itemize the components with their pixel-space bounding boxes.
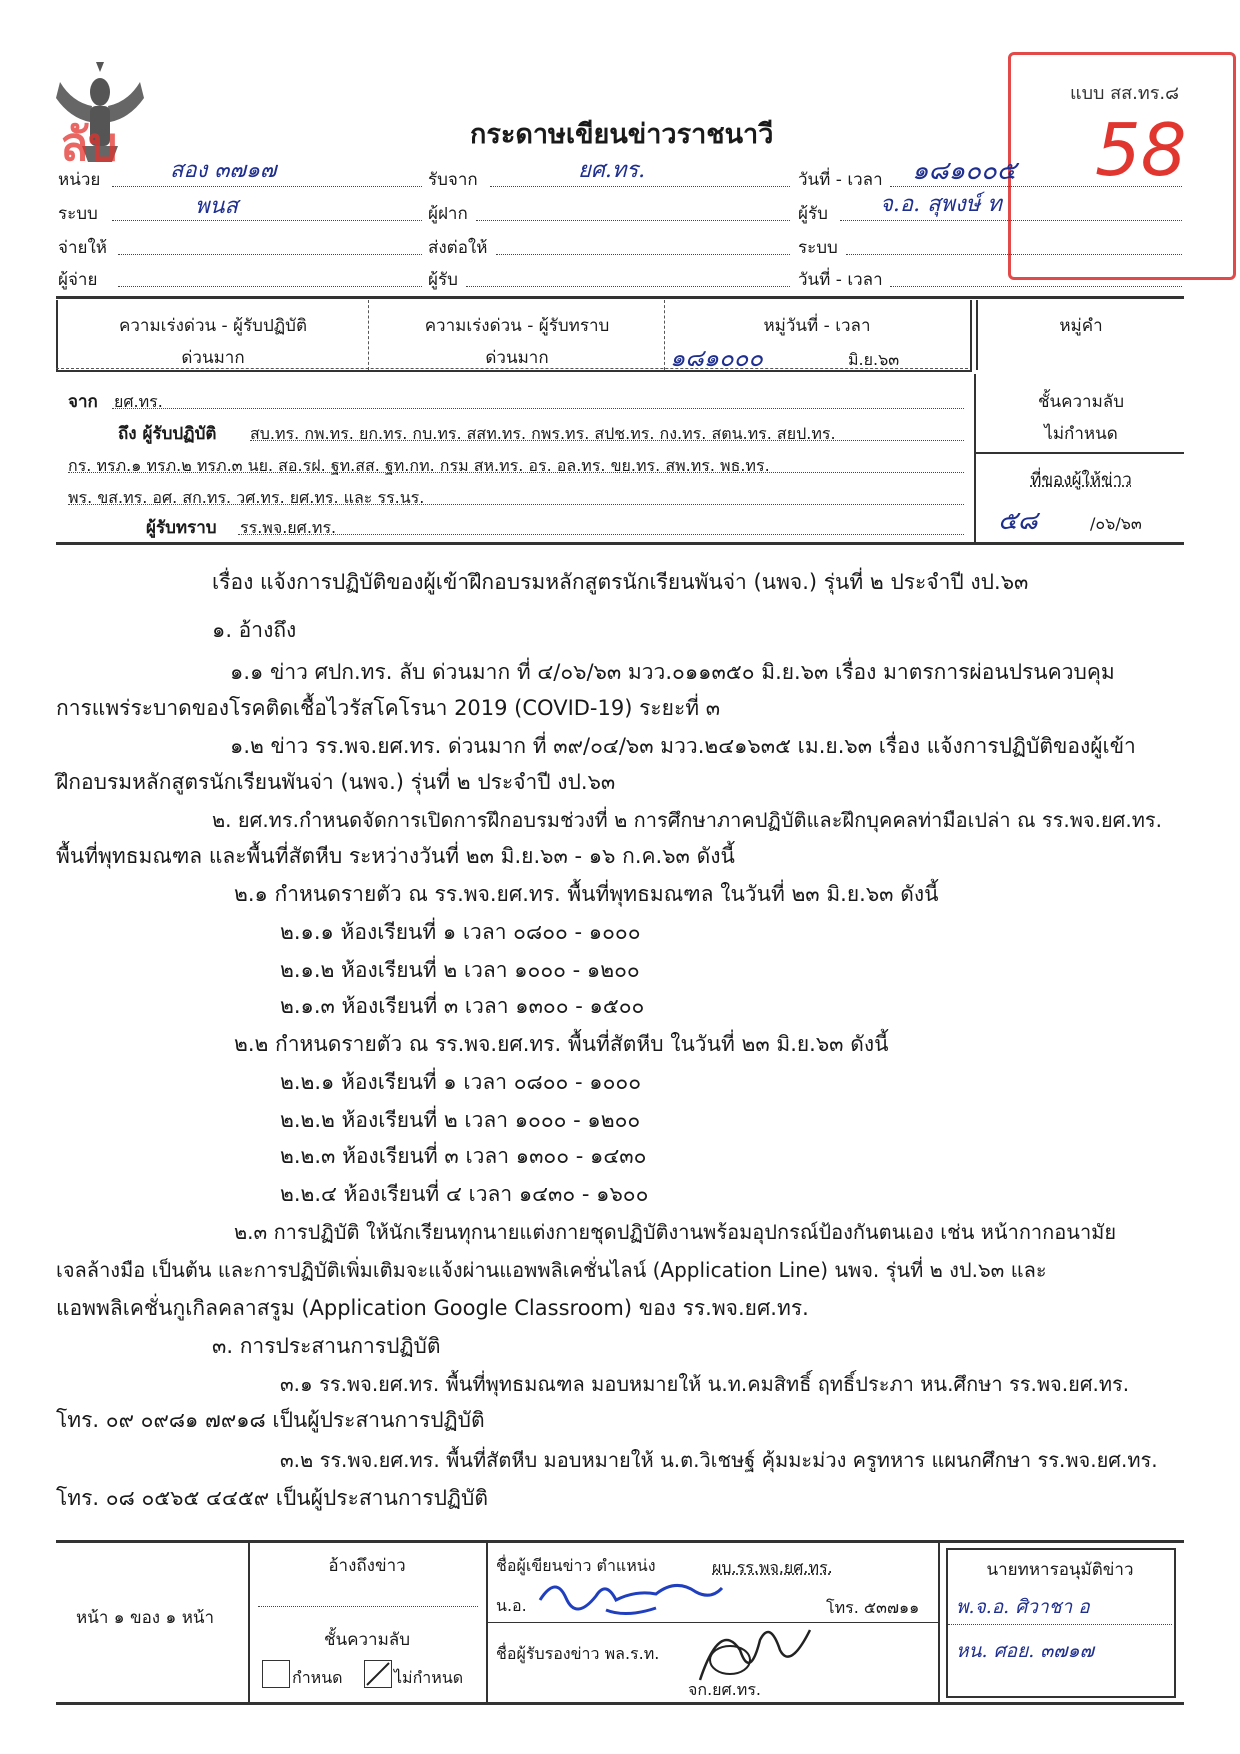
body-line-10: ๒.๑.๓ ห้องเรียนที่ ๓ เวลา ๑๓๐๐ - ๑๕๐๐ <box>280 994 645 1018</box>
routing-right-sep <box>976 452 1184 454</box>
deposit-line <box>476 220 790 221</box>
body-line-3: ๑.๒ ข่าว รร.พจ.ยศ.ทร. ด่วนมาก ที่ ๓๙/๐๔/๖๓ มวว.๒๔๑๖๓๕ เม.ย.๖๓ เรื่อง แจ้งการปฏิบัติของผู้เข้า <box>230 734 1136 758</box>
datetime2-label: วันที่ - เวลา <box>798 270 883 290</box>
officer-rule <box>948 1624 1172 1625</box>
writer-position: ผบ.รร.พจ.ยศ.ทร. <box>712 1558 833 1577</box>
page-indicator: หน้า ๑ ของ ๑ หน้า <box>76 1608 215 1628</box>
receiver-label: ผู้รับ <box>798 204 828 224</box>
deposit-label: ผู้ฝาก <box>428 204 468 224</box>
to-line-1: สบ.ทร. กพ.ทร. ยก.ทร. กบ.ทร. สสท.ทร. กพร.ทร. สปช.ทร. กง.ทร. สตน.ทร. สยป.ทร. <box>250 424 836 443</box>
body-line-16: ๒.๓ การปฏิบัติ ให้นักเรียนทุกนายแต่งกายชุดปฏิบัติงานพร้อมอุปกรณ์ป้องกันตนเอง เช่น หน้ากากอนามัย <box>234 1220 1117 1244</box>
ref-dotted <box>258 1606 478 1607</box>
receive-from-value: ยศ.ทร. <box>578 158 646 183</box>
checkbox-set[interactable] <box>262 1660 290 1688</box>
body-line-18: แอพพลิเคชั่นกูเกิลคลาสรูม (Application Google Classroom) ของ รร.พจ.ยศ.ทร. <box>56 1296 809 1320</box>
system-label: ระบบ <box>58 204 98 224</box>
stamp-number: 58 <box>1095 108 1187 192</box>
footer-bottom-rule <box>56 1702 1184 1705</box>
body-line-17: เจลล้างมือ เป็นต้น และการปฏิบัติเพิ่มเติมจะแจ้งผ่านแอพพลิเคชั่นไลน์ (Application Line) นพจ. รุ่นที่ ๒ งป.๖๓ และ <box>56 1258 1047 1282</box>
to-line-3: พร. ขส.ทร. อศ. สก.ทร. วศ.ทร. ยศ.ทร. และ รร.นร. <box>68 488 425 507</box>
ref-header: อ้างถึงข่าว <box>328 1556 406 1576</box>
body-line-4: ฝึกอบรมหลักสูตรนักเรียนพันจ่า (นพจ.) รุ่นที่ ๒ ประจำปี งป.๖๓ <box>56 770 616 794</box>
payto-label: จ่ายให้ <box>58 238 107 258</box>
priority-group-month: มิ.ย.๖๓ <box>848 350 900 369</box>
receiver2-label: ผู้รับ <box>428 270 458 290</box>
receiver2-line <box>466 286 790 287</box>
body-line-19: ๓. การประสานการปฏิบัติ <box>212 1334 441 1358</box>
officer-header: นายทหารอนุมัติข่าว <box>986 1560 1134 1580</box>
opt-unset-label: ไม่กำหนด <box>394 1668 464 1687</box>
forward-label: ส่งต่อให้ <box>428 238 488 258</box>
to-rule-2 <box>68 472 964 473</box>
writer-rank: น.อ. <box>496 1596 527 1615</box>
body-line-14: ๒.๒.๓ ห้องเรียนที่ ๓ เวลา ๑๓๐๐ - ๑๔๓๐ <box>280 1144 647 1168</box>
classification-header: ชั้นความลับ <box>1037 392 1125 412</box>
to-line-2: กร. ทรภ.๑ ทรภ.๒ ทรภ.๓ นย. สอ.รฝ. ฐท.สส. ฐท.กท. กรม สห.ทร. อร. อล.ทร. ขย.ทร. สพ.ทร. พธ.ทร. <box>68 456 770 475</box>
priority-info-header: ความเร่งด่วน - ผู้รับทราบ <box>424 316 610 336</box>
body-line-13: ๒.๒.๒ ห้องเรียนที่ ๒ เวลา ๑๐๐๐ - ๑๒๐๐ <box>280 1108 641 1132</box>
class-header: ชั้นความลับ <box>323 1630 411 1650</box>
checkbox-unset[interactable] <box>364 1660 392 1688</box>
body-line-1: ๑.๑ ข่าว ศปก.ทร. ลับ ด่วนมาก ที่ ๔/๐๖/๖๓ มวว.๐๑๑๓๕๐ มิ.ย.๖๓ เรื่อง มาตรการผ่อนปรนควบคุม <box>230 660 1115 684</box>
body-line-5: ๒. ยศ.ทร.กำหนดจัดการเปิดการฝึกอบรมช่วงที่ ๒ การศึกษาภาคปฏิบัติและฝึกบุคคลท่ามือเปล่า ณ รร.พจ.ยศ.ทร. <box>212 808 1163 832</box>
priority-group-value: ๑๘๑๐๐๐ <box>670 344 763 372</box>
from-value: ยศ.ทร. <box>114 392 163 411</box>
body-line-9: ๒.๑.๒ ห้องเรียนที่ ๒ เวลา ๑๐๐๐ - ๑๒๐๐ <box>280 958 640 982</box>
info-value: รร.พจ.ยศ.ทร. <box>240 518 337 537</box>
to-rule-3 <box>68 504 964 505</box>
body-line-0: ๑. อ้างถึง <box>212 618 297 642</box>
unit-label: หน่วย <box>58 170 101 190</box>
priority-group-header: หมู่วันที่ - เวลา <box>763 316 871 336</box>
body-line-12: ๒.๒.๑ ห้องเรียนที่ ๑ เวลา ๐๘๐๐ - ๑๐๐๐ <box>280 1070 642 1094</box>
keyword-header: หมู่คำ <box>1059 316 1103 336</box>
receive-from-label: รับจาก <box>428 170 478 190</box>
datetime-value: ๑๘๑๐๐๕ <box>912 156 1017 186</box>
receiver-value: จ.อ. สุพงษ์ ท <box>880 192 1002 217</box>
body-line-8: ๒.๑.๑ ห้องเรียนที่ ๑ เวลา ๐๘๐๐ - ๑๐๐๐ <box>280 920 641 944</box>
sender-ref-header: ที่ของผู้ให้ข่าว <box>1030 470 1132 490</box>
officer-sign-1: พ.จ.อ. ศิวาชา อ <box>956 1596 1090 1618</box>
body-line-21: โทร. ๐๙ ๐๙๘๑ ๗๙๑๘ เป็นผู้ประสานการปฏิบัติ <box>56 1408 485 1432</box>
classification-value: ไม่กำหนด <box>1044 424 1118 444</box>
from-label: จาก <box>68 392 98 412</box>
priority-div-1 <box>368 300 369 370</box>
checkmark-icon <box>365 1661 391 1687</box>
body-line-7: ๒.๑ กำหนดรายตัว ณ รร.พจ.ยศ.ทร. พื้นที่พุทธมณฑล ในวันที่ ๒๓ มิ.ย.๖๓ ดังนี้ <box>234 882 939 906</box>
to-rule-1 <box>250 440 964 441</box>
body-line-22: ๓.๒ รร.พจ.ยศ.ทร. พื้นที่สัตหีบ มอบหมายให้ น.ต.วิเชษฐ์ คุ้มมะม่วง ครูทหาร แผนกศึกษา รร.พจ.ยศ.ทร. <box>280 1448 1158 1472</box>
sender-ref-suffix: /๐๖/๖๓ <box>1090 514 1142 533</box>
payer-line <box>118 286 422 287</box>
unit-value: สอง ๓๗๑๗ <box>170 158 277 183</box>
body-line-15: ๒.๒.๔ ห้องเรียนที่ ๔ เวลา ๑๔๓๐ - ๑๖๐๐ <box>280 1182 649 1206</box>
sender-ref-value: ๕๘ <box>998 506 1038 536</box>
opt-set-label: กำหนด <box>292 1668 343 1687</box>
payer-label: ผู้จ่าย <box>58 270 98 290</box>
payto-line <box>118 254 422 255</box>
system2-line <box>846 254 1182 255</box>
approver-label: ชื่อผู้รับรองข่าว พล.ร.ท. <box>496 1644 660 1663</box>
body-line-11: ๒.๒ กำหนดรายตัว ณ รร.พจ.ยศ.ทร. พื้นที่สัตหีบ ในวันที่ ๒๓ มิ.ย.๖๓ ดังนี้ <box>234 1032 889 1056</box>
info-label: ผู้รับทราบ <box>146 518 217 538</box>
datetime2-line <box>890 286 1182 287</box>
body-line-23: โทร. ๐๘ ๐๕๖๕ ๔๔๕๙ เป็นผู้ประสานการปฏิบัติ <box>56 1486 488 1510</box>
form-code: แบบ สส.ทร.๘ <box>1070 83 1180 104</box>
garuda-emblem <box>52 62 148 168</box>
body-line-20: ๓.๑ รร.พจ.ยศ.ทร. พื้นที่พุทธมณฑล มอบหมายให้ น.ท.คมสิทธิ์ ฤทธิ์ประภา หน.ศึกษา รร.พจ.ยศ.ทร. <box>280 1372 1130 1396</box>
priority-div-2 <box>664 300 665 370</box>
info-rule <box>238 534 964 535</box>
priority-info-value: ด่วนมาก <box>485 348 549 368</box>
system2-label: ระบบ <box>798 238 838 258</box>
page-title: กระดาษเขียนข่าวราชนาวี <box>470 119 774 150</box>
forward-line <box>496 254 790 255</box>
system-value: พนส <box>195 194 238 219</box>
to-label: ถึง ผู้รับปฏิบัติ <box>118 424 217 444</box>
datetime-label: วันที่ - เวลา <box>798 170 883 190</box>
officer-sign-2: หน. ศอย. ๓๗๑๗ <box>956 1640 1094 1662</box>
footer-div-3 <box>938 1542 940 1702</box>
approver-position: จก.ยศ.ทร. <box>688 1680 761 1699</box>
writer-phone: โทร. ๕๓๗๑๑ <box>826 1598 920 1617</box>
from-line <box>112 408 964 409</box>
svg-text:ลับ: ลับ <box>60 117 118 168</box>
routing-top-rule <box>56 296 1184 299</box>
system-line <box>112 220 422 221</box>
body-line-6: พื้นที่พุทธมณฑล และพื้นที่สัตหีบ ระหว่างวันที่ ๒๓ มิ.ย.๖๓ - ๑๖ ก.ค.๖๓ ดังนี้ <box>56 844 735 868</box>
priority-action-header: ความเร่งด่วน - ผู้รับปฏิบัติ <box>119 316 307 336</box>
subject-line: เรื่อง แจ้งการปฏิบัติของผู้เข้าฝึกอบรมหลักสูตรนักเรียนพันจ่า (นพจ.) รุ่นที่ ๒ ประจำปี งป.๖๓ <box>212 570 1029 594</box>
footer-top-rule <box>56 1540 1184 1543</box>
writer-label: ชื่อผู้เขียนข่าว ตำแหน่ง <box>496 1556 656 1575</box>
body-line-2: การแพร่ระบาดของโรคติดเชื้อไวรัสโคโรนา 2019 (COVID-19) ระยะที่ ๓ <box>56 696 721 720</box>
priority-action-value: ด่วนมาก <box>181 348 245 368</box>
